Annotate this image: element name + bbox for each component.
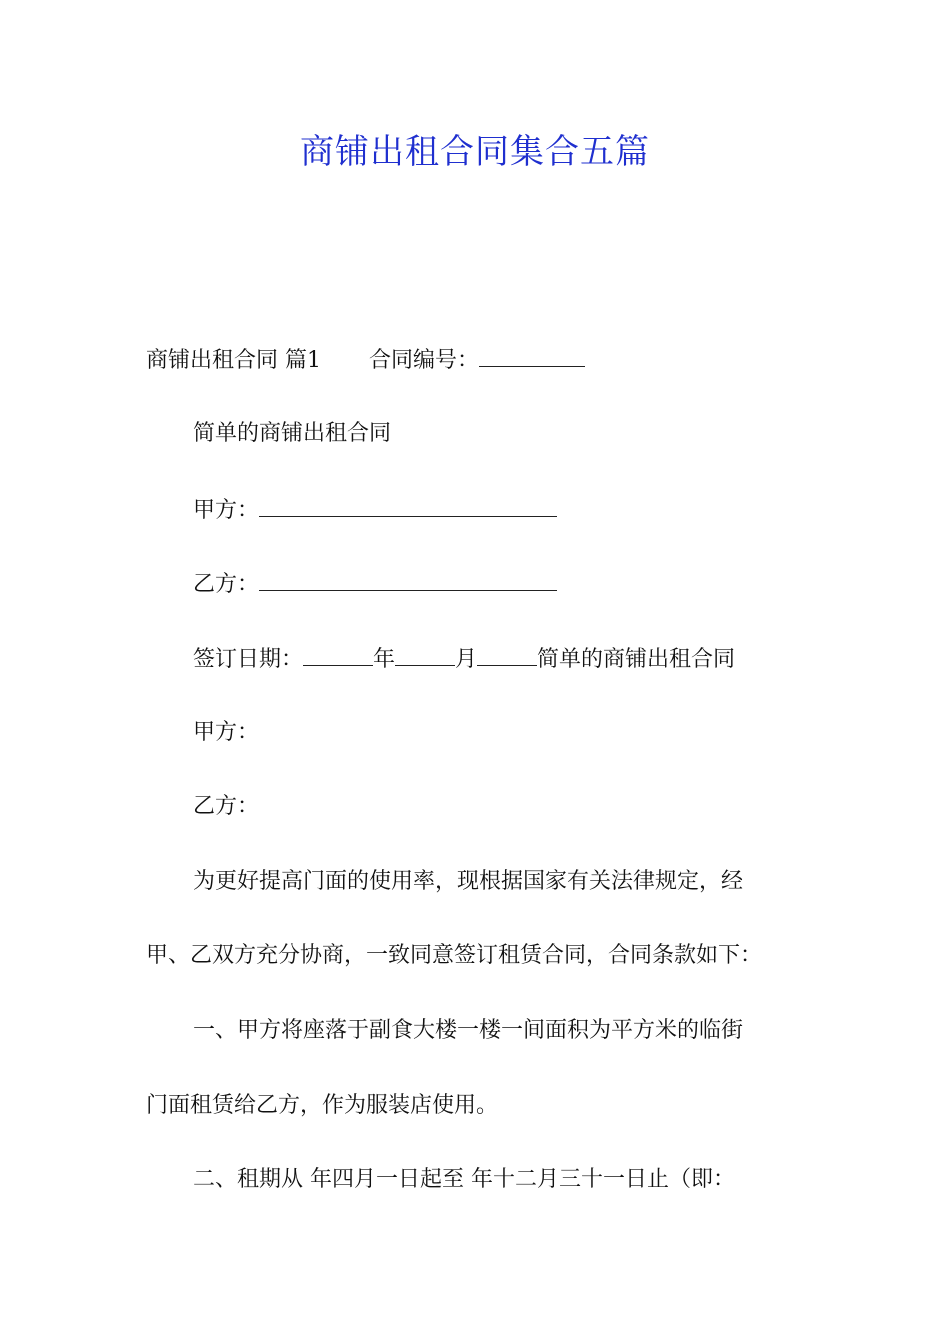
para1-line2: 甲、乙双方充分协商，一致同意签订租赁合同，合同条款如下： xyxy=(146,943,763,968)
party-a-label-2: 甲方： xyxy=(193,720,260,745)
para2-line2: 门面租赁给乙方，作为服装店使用。 xyxy=(146,1093,499,1118)
sign-month-blank xyxy=(395,643,455,666)
party-b-label-2: 乙方： xyxy=(193,794,260,819)
document-title: 商铺出租合同集合五篇 xyxy=(300,132,650,172)
contract-heading: 商铺出租合同 篇1 xyxy=(146,348,321,373)
party-a-line xyxy=(193,494,557,526)
para2-line1: 一、甲方将座落于副食大楼一楼一间面积为平方米的临街 xyxy=(193,1018,744,1043)
para1-line1: 为更好提高门面的使用率，现根据国家有关法律规定，经 xyxy=(193,869,744,894)
party-b-blank xyxy=(259,568,557,591)
sign-year-blank xyxy=(303,643,373,666)
party-b-line xyxy=(193,568,557,600)
party-b-label: 乙方： xyxy=(193,572,260,597)
party-a-label: 甲方： xyxy=(193,498,260,523)
para3-line1: 二、租期从 年四月一日起至 年十二月三十一日止（即： xyxy=(193,1167,735,1192)
sign-month-label: 月 xyxy=(455,647,478,672)
sign-day-blank xyxy=(477,643,537,666)
sign-year-label: 年 xyxy=(373,647,396,672)
sign-date-label: 签订日期： xyxy=(193,647,304,672)
sign-date-trailing: 简单的商铺出租合同 xyxy=(537,647,736,672)
sign-date-line xyxy=(193,643,735,675)
party-a-blank xyxy=(259,494,557,517)
contract-no-blank xyxy=(479,344,585,367)
contract-no-label: 合同编号： xyxy=(369,348,480,373)
contract-header-line xyxy=(146,344,585,376)
subtitle: 简单的商铺出租合同 xyxy=(193,421,392,446)
